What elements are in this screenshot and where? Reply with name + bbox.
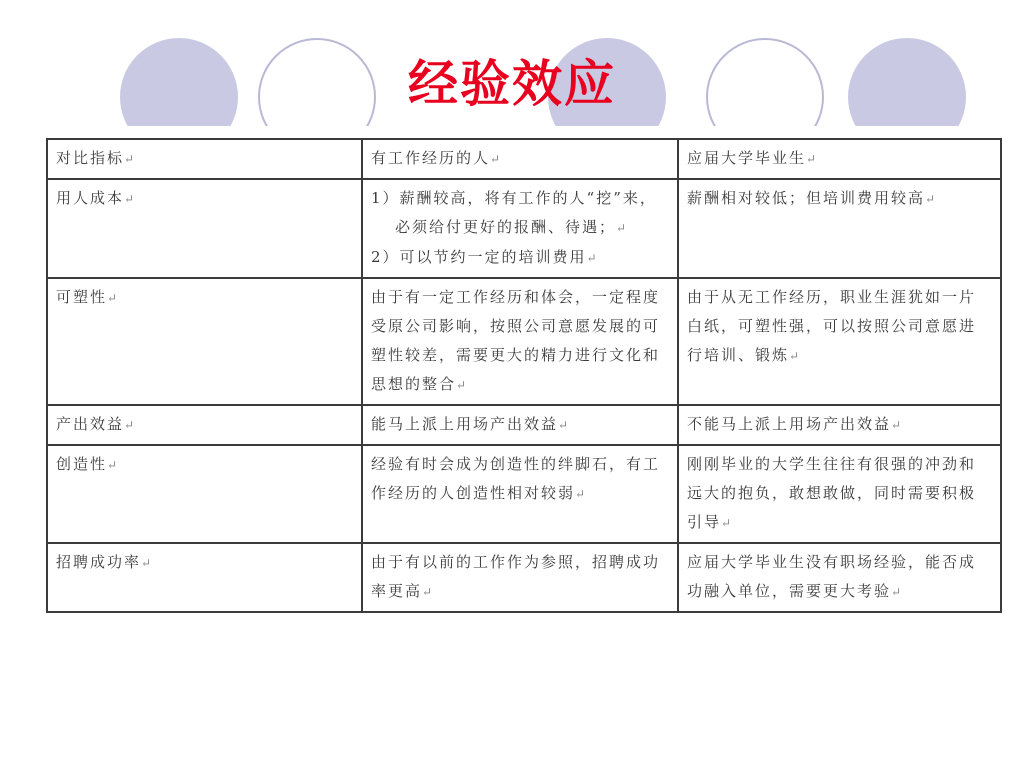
return-mark: ↵ [124, 152, 137, 166]
table-row [47, 179, 1001, 278]
header-metric: 对比指标 [56, 149, 125, 167]
graduate-text: 由于从无工作经历，职业生涯犹如一片白纸，可塑性强，可以按照公司意愿进行培训、锻炼 [687, 288, 977, 364]
return-mark: ↵ [107, 458, 120, 472]
graduate-text: 薪酬相对较低；但培训费用较高 [687, 189, 926, 207]
return-mark: ↵ [616, 221, 629, 235]
metric-label: 招聘成功率 [56, 553, 142, 571]
experienced-cell [362, 278, 678, 405]
list-item [371, 184, 669, 243]
table-header-row [47, 139, 1001, 179]
return-mark: ↵ [107, 291, 120, 305]
return-mark: ↵ [141, 556, 154, 570]
metric-cell [47, 445, 362, 543]
graduate-cell [678, 445, 1001, 543]
return-mark: ↵ [575, 487, 588, 501]
point-text: 1）薪酬较高，将有工作的人“挖”来，必须给付更好的报酬、待遇； [371, 189, 657, 236]
return-mark: ↵ [925, 192, 938, 206]
metric-cell [47, 179, 362, 278]
slide-title: 经验效应 [408, 55, 616, 113]
graduate-text: 应届大学毕业生没有职场经验，能否成功融入单位，需要更大考验 [687, 553, 977, 600]
return-mark: ↵ [891, 585, 904, 599]
return-mark: ↵ [586, 251, 599, 265]
graduate-text: 不能马上派上用场产出效益 [687, 415, 892, 433]
return-mark: ↵ [806, 152, 819, 166]
cost-points-list [371, 184, 669, 273]
return-mark: ↵ [124, 418, 137, 432]
table-row [47, 445, 1001, 543]
graduate-cell [678, 278, 1001, 405]
table-row [47, 405, 1001, 445]
return-mark: ↵ [124, 192, 137, 206]
header-cell [362, 139, 678, 179]
comparison-table [46, 138, 1002, 613]
return-mark: ↵ [456, 378, 469, 392]
experienced-text: 由于有一定工作经历和体会，一定程度受原公司影响，按照公司意愿发展的可塑性较差，需要更大的精力进行文化和思想的整合 [371, 288, 661, 393]
return-mark: ↵ [490, 152, 503, 166]
return-mark: ↵ [891, 418, 904, 432]
return-mark: ↵ [558, 418, 571, 432]
return-mark: ↵ [789, 349, 802, 363]
experienced-cell [362, 543, 678, 612]
experienced-cell [362, 179, 678, 278]
header-cell [47, 139, 362, 179]
graduate-cell [678, 543, 1001, 612]
point-text: 2）可以节约一定的培训费用 [371, 248, 587, 266]
experienced-text: 能马上派上用场产出效益 [371, 415, 559, 433]
return-mark: ↵ [721, 516, 734, 530]
experienced-cell [362, 405, 678, 445]
header-cell [678, 139, 1001, 179]
metric-cell [47, 405, 362, 445]
graduate-cell [678, 179, 1001, 278]
header-graduate: 应届大学毕业生 [687, 149, 807, 167]
experienced-text: 经验有时会成为创造性的绊脚石，有工作经历的人创造性相对较弱 [371, 455, 661, 502]
list-item [371, 243, 669, 273]
metric-cell [47, 543, 362, 612]
metric-label: 可塑性 [56, 288, 108, 306]
return-mark: ↵ [422, 585, 435, 599]
table-row [47, 278, 1001, 405]
experienced-cell [362, 445, 678, 543]
table-row [47, 543, 1001, 612]
metric-cell [47, 278, 362, 405]
metric-label: 用人成本 [56, 189, 125, 207]
metric-label: 创造性 [56, 455, 108, 473]
experienced-text: 由于有以前的工作作为参照，招聘成功率更高 [371, 553, 661, 600]
header-experienced: 有工作经历的人 [371, 149, 491, 167]
graduate-text: 刚刚毕业的大学生往往有很强的冲劲和远大的抱负，敢想敢做，同时需要积极引导 [687, 455, 977, 531]
metric-label: 产出效益 [56, 415, 125, 433]
graduate-cell [678, 405, 1001, 445]
